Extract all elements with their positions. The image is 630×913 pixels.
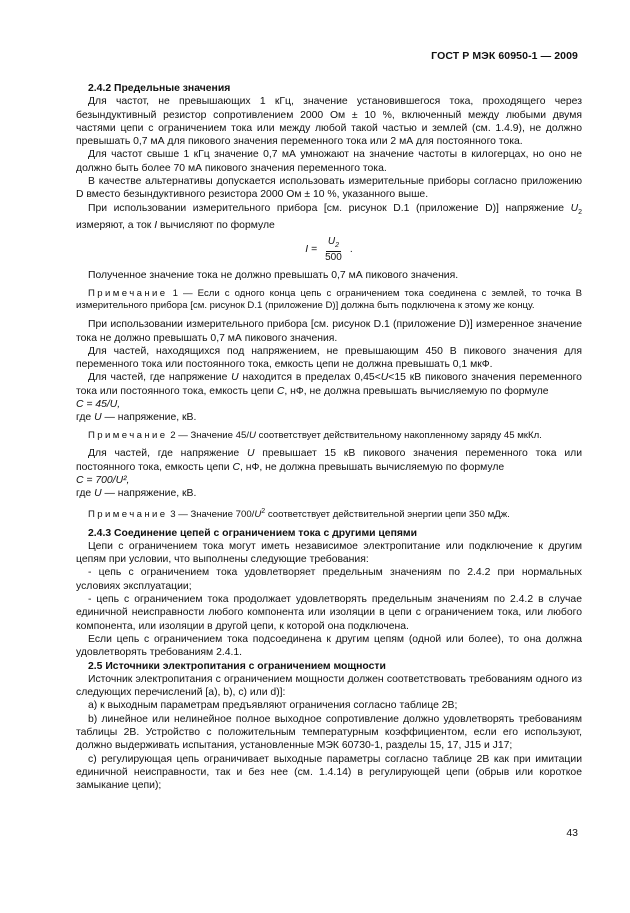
formula-capacitance-1: C = 45/U, — [76, 399, 121, 411]
where-clause-2: где U — напряжение, кВ. — [76, 488, 197, 500]
where-clause-1: где U — напряжение, кВ. — [76, 412, 197, 424]
page-content — [76, 82, 582, 793]
list-item: - цепь с ограничением тока продолжает удовлетворять предельным значениям по 2.4.2 в случае единичной неисправности любого компонента или изоляции в цепи с ограничением тока, или любого компонента, или изоляции в другой цепи, к которой она подключена. — [76, 594, 582, 632]
formula-fraction — [323, 236, 344, 263]
note-1: Примечание 1 — Если с одного конца цепь с ограничением тока соединена с землей, то точка B измерительного прибора [см. рисунок D.1 (приложение D)] должна быть подключена к этому же концу. — [76, 287, 582, 312]
paragraph: Источник электропитания с ограничением мощности должен соответствовать требованиям одного из следующих перечислений [a), b), c) или d)]: — [76, 673, 582, 699]
paragraph: При использовании измерительного прибора [см. рисунок D.1 (приложение D)] измеренное значение тока не должно превышать 0,7 мА пикового значения. — [76, 319, 582, 344]
note-2: Примечание 2 — Значение 45/U соответствует действительному накопленному заряду 45 мкКл. — [88, 429, 542, 441]
paragraph: Если цепь с ограничением тока подсоединена к другим цепям (одной или более), то она должна удовлетворять требованиям 2.4.1. — [76, 633, 582, 659]
list-item: - цепь с ограничением тока удовлетворяет предельным значениям по 2.4.2 при нормальных условиях эксплуатации; — [76, 567, 582, 592]
paragraph: Полученное значение тока не должно превышать 0,7 мА пикового значения. — [88, 270, 459, 282]
note-3: Примечание 3 — Значение $700/U^2$ соответствует действительной энергии цепи 350 мДж. — [88, 507, 510, 520]
paragraph-measure-voltage: При использовании измерительного прибора [см. рисунок D.1 (приложение D)] напряжение $U_2$ измеряют, а ток I вычисляют по формуле — [76, 202, 582, 232]
section-heading-2-4-3: 2.4.3 Соединение цепей с ограничением тока с другими цепями — [88, 527, 417, 539]
formula-capacitance-2: C = 700/U², — [76, 475, 130, 486]
formula-denominator: 500 — [325, 252, 342, 264]
paragraph-high-voltage: Для частей, где напряжение U превышает 15 кВ пикового значения переменного тока или постоянного тока, емкость цепи C, нФ, не должна превышать вычисляемую по формуле — [76, 448, 582, 473]
paragraph: Для частот, не превышающих 1 кГц, значение установившегося тока, проходящего через безындуктивный резистор сопротивлением 2000 Ом ± 10 %, включенный между любыми двумя частями цепи с ограничением тока или между любой такой частью и землей (см. 1.4.9), не должно превышать 0,7 мА для пикового значения переменного тока или 2 мА для постоянного тока. — [76, 96, 582, 148]
formula-lhs: I = — [305, 244, 318, 256]
formula-current — [76, 236, 582, 263]
paragraph: Для частей, находящихся под напряжением, не превышающим 450 В пикового значения для переменного тока или постоянного тока, емкость цепи не должна превышать 0,1 мкФ. — [76, 345, 582, 371]
paragraph: В качестве альтернативы допускается использовать измерительные приборы согласно приложению D вместо безындуктивного резистора 2000 Ом ± 10 %, указанного выше. — [76, 176, 582, 201]
paragraph: Цепи с ограничением тока могут иметь независимое электропитание или подключение к другим цепям при условии, что выполнены следующие требования: — [76, 540, 582, 566]
paragraph: Для частот свыше 1 кГц значение 0,7 мА умножают на значение частоты в килогерцах, но оно не должно быть более 70 мА пикового значения переменного тока. — [76, 149, 582, 174]
formula-numerator: $U_2$ — [326, 236, 341, 252]
page-number: 43 — [566, 827, 578, 839]
section-heading-2-5: 2.5 Источники электропитания с ограничением мощности — [88, 660, 386, 672]
formula-tail: . — [349, 244, 353, 256]
list-item: a) к выходным параметрам предъявляют ограничения согласно таблице 2B; — [88, 700, 458, 712]
list-item: b) линейное или нелинейное полное выходное сопротивление должно удовлетворять требованиям таблицы 2B. Устройство с положительным температурным коэффициентом, если его используют, должно выдерживать испытания, установленные МЭК 60730-1, разделы 15, 17, J15 и J17; — [76, 713, 582, 752]
document-id-header: ГОСТ Р МЭК 60950-1 — 2009 — [431, 50, 578, 62]
paragraph-voltage-range: Для частей, где напряжение U находится в пределах 0,45<U<15 кВ пикового значения переменного тока или постоянного тока, емкость цепи C, нФ, не должна превышать вычисляемую по формуле — [76, 372, 582, 397]
section-heading-2-4-2: 2.4.2 Предельные значения — [88, 83, 231, 94]
list-item: c) регулирующая цепь ограничивает выходные параметры согласно таблице 2B как при имитации единичной неисправности, так и без нее (см. 1.4.14) в регулирующей цепи (обрыв или короткое замыкание цепи); — [76, 753, 582, 792]
